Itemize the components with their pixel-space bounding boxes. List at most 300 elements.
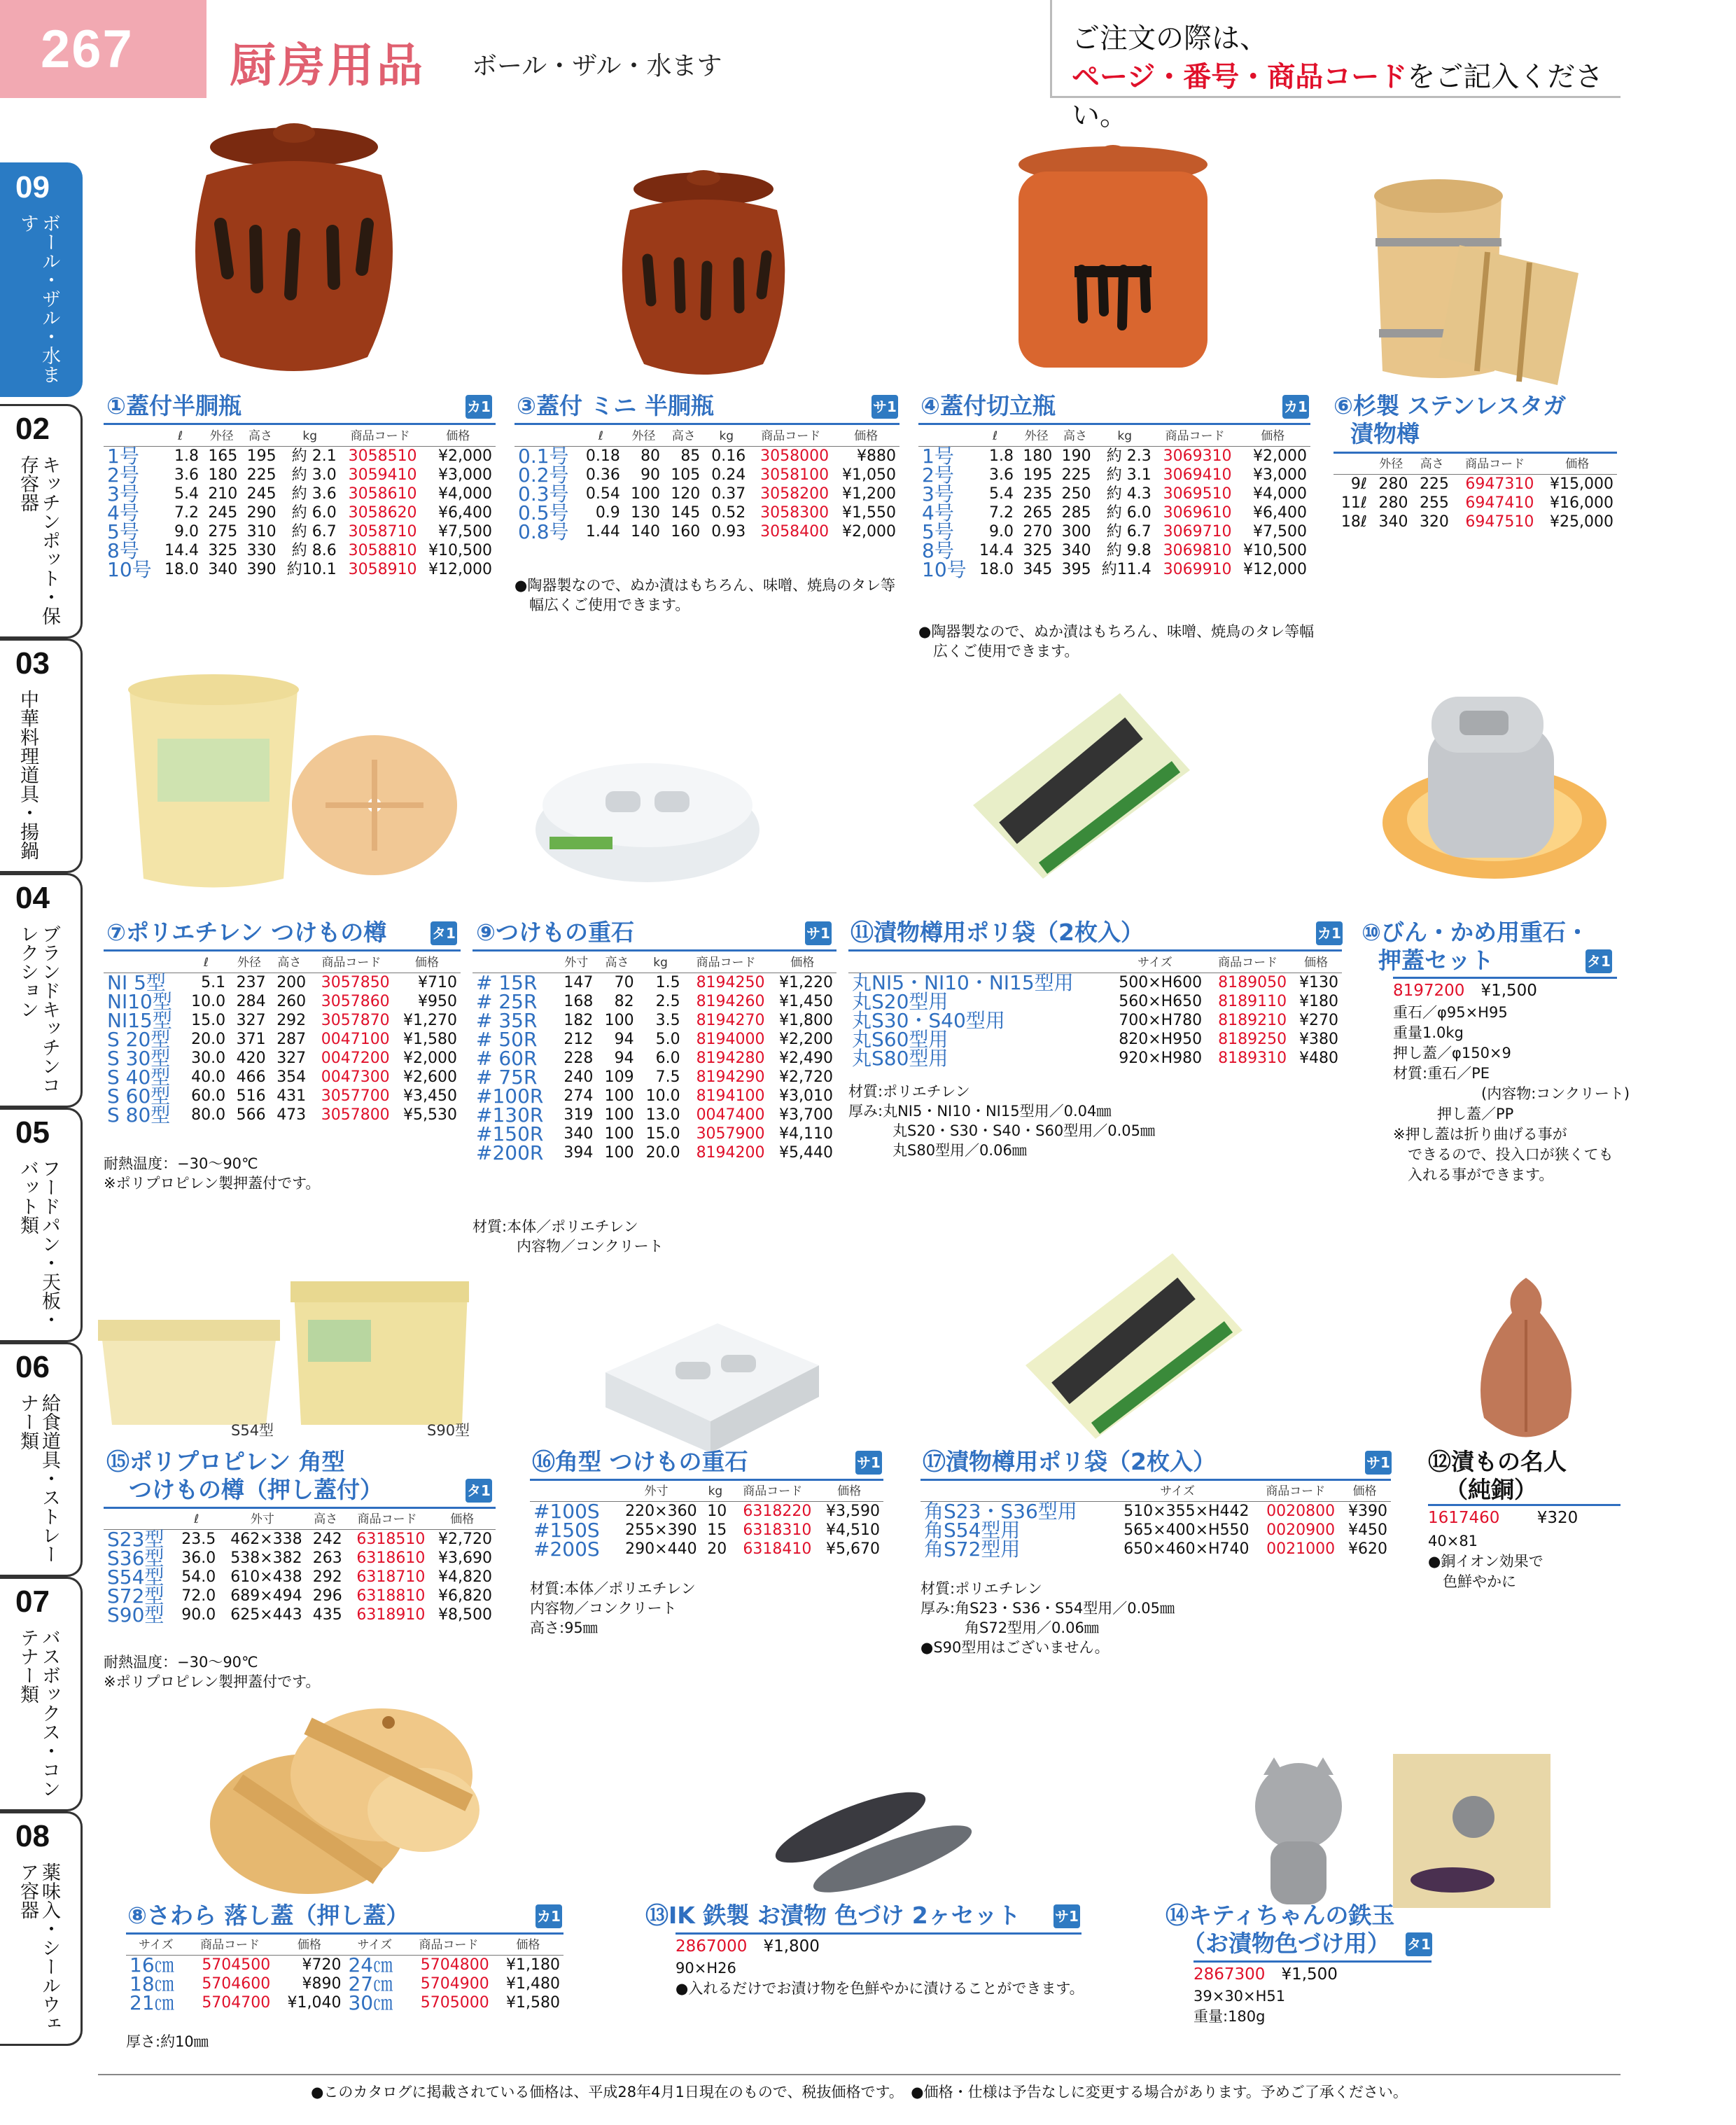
- product-12-code-price: [1428, 1507, 1578, 1529]
- product-12-title-line2: （純銅）: [1445, 1476, 1537, 1503]
- spec-cell: 242: [312, 1531, 342, 1548]
- spec-cell: 85: [680, 447, 701, 465]
- table-row: [126, 1974, 564, 1993]
- divider: [104, 1507, 496, 1509]
- table-row: [918, 466, 1310, 485]
- size-cell: #130R: [476, 1103, 544, 1127]
- spec-cell: 20: [707, 1540, 727, 1558]
- price-cell: ¥2,000: [842, 523, 896, 541]
- product-code-cell: 3069610: [1163, 504, 1232, 522]
- tab-06[interactable]: [0, 1342, 83, 1577]
- table-row: [104, 485, 496, 503]
- product-14-title-line1: ⑭キティちゃんの鉄玉: [1166, 1902, 1395, 1929]
- spec-cell: 255: [1419, 494, 1449, 512]
- tab-07[interactable]: [0, 1577, 83, 1811]
- spec-cell: 2.5: [655, 993, 680, 1010]
- price-cell: ¥2,600: [403, 1068, 457, 1086]
- footer-note: ●このカタログに掲載されている価格は、平成28年4月1日現在のもので、税抜価格です。 ●価格・仕様は予告なしに変更する場合があります。予めご了承ください。: [98, 2074, 1620, 2102]
- product-code-cell: 5704700: [202, 1994, 271, 2012]
- spec-cell: 200: [276, 974, 307, 991]
- table-row: [848, 1011, 1342, 1030]
- spec-cell: 195: [246, 447, 276, 465]
- table-row: [104, 1605, 496, 1624]
- spec-cell: 100: [604, 1012, 634, 1029]
- table-row: [104, 973, 461, 993]
- spec-cell: 700×H780: [1119, 1012, 1203, 1029]
- table-header: [104, 427, 158, 447]
- product-code: 2867000: [676, 1937, 748, 1956]
- tab-04[interactable]: [0, 873, 83, 1108]
- size-cell: 8号: [922, 539, 954, 562]
- size-cell: 丸S80型用: [852, 1047, 948, 1070]
- product-code-cell: 8189110: [1218, 993, 1287, 1010]
- spec-cell: 280: [1378, 475, 1408, 493]
- pickle-weight-square-image: [598, 1316, 822, 1456]
- spec-cell: 340: [564, 1125, 594, 1143]
- spec-cell: 390: [246, 561, 276, 578]
- size-cell: 角S72型用: [924, 1538, 1021, 1561]
- spec-cell: 10.0: [645, 1087, 680, 1105]
- spec-cell: 625×443: [230, 1606, 302, 1624]
- pp-square-barrel-image: [98, 1278, 469, 1439]
- table-header: 商品コード: [186, 1936, 274, 1956]
- size-cell: S23型: [107, 1528, 164, 1551]
- tab-08[interactable]: [0, 1811, 83, 2046]
- spec-cell: 275: [208, 523, 238, 541]
- product-12-title-line1: ⑫漬もの名人: [1428, 1448, 1567, 1475]
- spec-cell: 約 6.0: [291, 504, 337, 522]
- product-code-cell: 0047200: [321, 1050, 390, 1067]
- product-code-cell: 3057800: [321, 1106, 390, 1124]
- table-header: 商品コード: [749, 427, 832, 447]
- iron-eggplant-image: [766, 1761, 983, 1901]
- spec-cell: 70: [614, 974, 634, 991]
- product-code-cell: 0020800: [1266, 1503, 1336, 1520]
- product-code-cell: 3058200: [760, 485, 830, 503]
- tab-number: 05: [15, 1115, 50, 1150]
- spec-cell: 235: [1023, 485, 1053, 503]
- spec-cell: 6.0: [655, 1050, 680, 1067]
- table-header: 商品コード: [405, 1936, 493, 1956]
- product-16-title: ⑯角型 つけもの重石: [532, 1448, 748, 1475]
- spec-cell: 約 2.3: [1106, 447, 1152, 465]
- product-code: 1617460: [1428, 1509, 1500, 1527]
- product-code-cell: 5704600: [202, 1975, 271, 1993]
- table-header: 価格: [1338, 1482, 1391, 1502]
- spec-cell: 82: [614, 993, 634, 1010]
- product-8-note: 厚さ:約10㎜: [126, 2033, 209, 2050]
- product-code-cell: 0047100: [321, 1031, 390, 1048]
- size-cell: 0.1号: [518, 445, 569, 468]
- divider: [530, 1479, 883, 1481]
- spec-cell: 431: [276, 1087, 307, 1105]
- size-cell: 5号: [107, 520, 139, 543]
- spec-cell: 195: [1023, 466, 1053, 484]
- product-15-title-line2: つけもの樽（押し蓋付）: [129, 1476, 383, 1503]
- table-row: [920, 1502, 1391, 1521]
- spec-cell: 240: [564, 1068, 594, 1086]
- spec-cell: 290: [246, 504, 276, 522]
- spec-cell: 325: [208, 542, 238, 559]
- product-code-cell: 3059410: [348, 466, 417, 484]
- size-cell: 10号: [922, 558, 967, 581]
- table-header: kg: [701, 1482, 731, 1502]
- size-cell: 2号: [107, 464, 139, 487]
- product-8-table: [126, 1936, 564, 2012]
- product-code-cell: 3057860: [321, 993, 390, 1010]
- spec-cell: 7.2: [989, 504, 1014, 522]
- price-cell: ¥3,000: [1253, 466, 1307, 484]
- pickle-poly-bag-image: [966, 686, 1197, 882]
- divider: [848, 949, 1342, 952]
- product-code-cell: 8194260: [696, 993, 765, 1010]
- product-code-cell: 6318810: [356, 1587, 426, 1605]
- table-row: [104, 1049, 461, 1068]
- spec-cell: 371: [236, 1031, 266, 1048]
- spec-cell: 225: [1419, 475, 1449, 493]
- spec-cell: 80: [640, 447, 661, 465]
- spec-cell: 1.5: [655, 974, 680, 991]
- tab-09[interactable]: [0, 162, 83, 397]
- table-row: [530, 1502, 883, 1521]
- spec-cell: 0.93: [711, 523, 746, 541]
- spec-cell: 270: [1023, 523, 1053, 541]
- table-row: [1334, 475, 1617, 494]
- spec-cell: 420: [236, 1050, 266, 1067]
- spec-cell: 1.44: [585, 523, 620, 541]
- table-row: [1334, 494, 1617, 513]
- table-row: [472, 1124, 836, 1143]
- table-header: 価格: [1290, 954, 1342, 973]
- product-code-cell: 8189310: [1218, 1050, 1287, 1067]
- price-cell: ¥4,820: [438, 1568, 492, 1586]
- tab-03[interactable]: [0, 639, 83, 873]
- price-cell: ¥12,000: [1243, 561, 1307, 578]
- divider: [920, 1479, 1391, 1481]
- price-cell: ¥16,000: [1550, 494, 1614, 512]
- product-code-cell: 6947310: [1465, 475, 1534, 493]
- price-cell: ¥15,000: [1550, 475, 1614, 493]
- table-header: [1334, 455, 1371, 475]
- divider: [918, 423, 1310, 425]
- size-cell: # 25R: [476, 990, 538, 1013]
- table-row: [472, 1143, 836, 1162]
- spec-cell: 5.1: [201, 974, 226, 991]
- product-15-title: [106, 1448, 383, 1504]
- divider: [104, 423, 496, 425]
- order-note: [1050, 0, 1620, 132]
- spec-cell: 263: [312, 1549, 342, 1567]
- tab-number: 07: [15, 1584, 50, 1619]
- table-header: 価格: [393, 954, 461, 973]
- table-row: [472, 1106, 836, 1124]
- spec-cell: 354: [276, 1068, 307, 1086]
- size-cell: #100S: [533, 1500, 600, 1523]
- product-price: ¥1,500: [1480, 982, 1537, 1000]
- product-1-badge: カ1: [465, 395, 492, 419]
- half-jar-image: [178, 119, 410, 385]
- spec-cell: 147: [564, 974, 594, 991]
- table-header: 商品コード: [346, 1510, 429, 1530]
- table-header: 価格: [832, 427, 899, 447]
- product-16-note: 材質:本体／ポリエチレン 内容物／コンクリート 高さ:95㎜: [530, 1580, 696, 1636]
- spec-cell: 345: [1023, 561, 1053, 578]
- product-7-badge: タ1: [430, 921, 457, 945]
- product-1-table: [104, 427, 496, 579]
- spec-cell: 168: [564, 993, 594, 1010]
- spec-cell: 212: [564, 1031, 594, 1048]
- table-header: [848, 954, 1105, 973]
- spec-cell: 320: [1419, 513, 1449, 531]
- table-row: [918, 485, 1310, 503]
- divider: [1334, 452, 1617, 454]
- product-code-cell: 6318310: [743, 1521, 812, 1539]
- spec-cell: 395: [1061, 561, 1091, 578]
- size-cell: NI10型: [107, 990, 172, 1013]
- table-row: [126, 1993, 564, 2012]
- product-price: ¥320: [1536, 1509, 1578, 1527]
- spec-cell: 7.5: [655, 1068, 680, 1086]
- product-13-info: 90×H26 ●入れるだけでお漬け物を色鮮やかに漬けることができます。: [676, 1960, 1084, 1997]
- spec-cell: 237: [236, 974, 266, 991]
- price-cell: ¥4,000: [1253, 485, 1307, 503]
- tab-05[interactable]: [0, 1108, 83, 1342]
- spec-cell: 72.0: [181, 1587, 216, 1605]
- size-cell: 30㎝: [348, 1991, 393, 2014]
- price-cell: ¥7,500: [438, 523, 492, 541]
- jar-weight-set-image: [1372, 683, 1606, 893]
- order-note-line1: ご注文の際は、: [1072, 22, 1268, 55]
- price-cell: ¥6,400: [1253, 504, 1307, 522]
- product-14-code-price: [1194, 1964, 1338, 1986]
- spec-cell: 18.0: [979, 561, 1014, 578]
- spec-cell: 920×H980: [1119, 1050, 1203, 1067]
- table-header: 外径: [229, 954, 270, 973]
- table-row: [514, 522, 899, 541]
- spec-cell: 0.37: [711, 485, 746, 503]
- product-code-cell: 3058620: [348, 504, 417, 522]
- spec-cell: 284: [236, 993, 266, 1010]
- product-code-cell: 3058910: [348, 561, 417, 578]
- table-row: [104, 1068, 461, 1087]
- tab-label: 薬味入・シールウェア容器: [17, 1862, 60, 2033]
- price-cell: ¥12,000: [428, 561, 492, 578]
- spec-cell: 145: [671, 504, 701, 522]
- product-3-badge: サ1: [872, 395, 898, 419]
- product-12-info: 40×81 ●銅イオン効果で 色鮮やかに: [1428, 1533, 1544, 1590]
- spec-cell: 245: [208, 504, 238, 522]
- spec-cell: 265: [1023, 504, 1053, 522]
- product-code-cell: 5704800: [420, 1956, 489, 1974]
- spec-cell: 120: [671, 485, 701, 503]
- table-header: 外寸: [612, 1482, 700, 1502]
- spec-cell: 228: [564, 1050, 594, 1067]
- table-row: [104, 1030, 461, 1049]
- table-row: [514, 503, 899, 522]
- table-row: [514, 447, 899, 466]
- price-cell: ¥1,220: [779, 974, 833, 991]
- kitty-iron-ball-image: [1242, 1754, 1550, 1915]
- spec-cell: 10.0: [191, 993, 226, 1010]
- spec-cell: 約 8.6: [291, 542, 337, 559]
- spec-cell: 1.8: [174, 447, 200, 465]
- size-cell: 丸S20型用: [852, 990, 948, 1013]
- spec-cell: 10: [707, 1503, 727, 1520]
- tab-label: キッチンポット・保存容器: [17, 455, 60, 625]
- divider: [1393, 977, 1617, 979]
- table-header: 価格: [1537, 455, 1617, 475]
- size-cell: S 30型: [107, 1047, 171, 1070]
- table-header: 価格: [769, 954, 836, 973]
- product-code-cell: 3069410: [1163, 466, 1232, 484]
- spec-cell: 182: [564, 1012, 594, 1029]
- size-cell: S 20型: [107, 1028, 171, 1051]
- spec-cell: 約 3.6: [291, 485, 337, 503]
- table-row: [104, 1011, 461, 1030]
- product-code-cell: 5704500: [202, 1956, 271, 1974]
- product-16-badge: サ1: [855, 1451, 882, 1475]
- image-label-s54: S54型: [231, 1422, 274, 1439]
- table-header: 高さ: [270, 954, 310, 973]
- table-header: 高さ: [241, 427, 279, 447]
- order-note-highlight: ページ・番号・商品コード: [1072, 61, 1408, 93]
- table-row: [104, 1549, 496, 1568]
- table-row: [104, 522, 496, 541]
- spec-cell: 394: [564, 1144, 594, 1162]
- spec-cell: 245: [246, 485, 276, 503]
- size-cell: #100R: [476, 1085, 544, 1108]
- size-cell: 4号: [107, 501, 139, 524]
- product-code-cell: 3058510: [348, 447, 417, 465]
- table-row: [472, 973, 836, 993]
- product-10-title-line2: 押蓋セット: [1378, 947, 1494, 974]
- spec-cell: 18ℓ: [1340, 513, 1367, 531]
- price-cell: ¥480: [1299, 1050, 1338, 1067]
- table-row: [472, 992, 836, 1011]
- spec-cell: 約 9.8: [1106, 542, 1152, 559]
- product-code-cell: 6318710: [356, 1568, 426, 1586]
- price-cell: ¥180: [1299, 993, 1338, 1010]
- product-code-cell: 8189210: [1218, 1012, 1287, 1029]
- spec-cell: 0.36: [585, 466, 620, 484]
- size-cell: 16㎝: [130, 1953, 174, 1977]
- spec-cell: 約 2.1: [291, 447, 337, 465]
- size-cell: 10号: [107, 558, 152, 581]
- product-17-note: 材質:ポリエチレン 厚み:角S23・S36・S54型用／0.05㎜ 角S72型用／0.06㎜ ●S90型用はございません。: [920, 1580, 1175, 1656]
- spec-cell: 94: [614, 1050, 634, 1067]
- product-10-title-line1: ⑩びん・かめ用重石・: [1362, 919, 1589, 946]
- tab-label: ブランドキッチンコレクション: [17, 924, 60, 1094]
- table-header: kg: [280, 427, 340, 447]
- product-code-cell: 8189050: [1218, 974, 1287, 991]
- table-row: [104, 541, 496, 560]
- spec-cell: 80.0: [191, 1106, 226, 1124]
- spec-cell: 510×355×H442: [1124, 1503, 1250, 1520]
- table-row: [104, 1587, 496, 1605]
- spec-cell: 約 3.1: [1106, 466, 1152, 484]
- size-cell: S 60型: [107, 1085, 171, 1108]
- table-header: 価格: [493, 1936, 564, 1956]
- table-header: 外寸: [219, 1510, 305, 1530]
- product-code-cell: 3058300: [760, 504, 830, 522]
- table-row: [918, 447, 1310, 466]
- product-3-note: ●陶器製なので、ぬか漬はもちろん、味噌、焼鳥のタレ等 幅広くご使用できます。: [514, 577, 896, 613]
- spec-cell: 180: [208, 466, 238, 484]
- divider: [472, 949, 836, 952]
- table-row: [920, 1521, 1391, 1540]
- table-header: サイズ: [1102, 1482, 1253, 1502]
- spec-cell: 3.6: [174, 466, 200, 484]
- spec-cell: 340: [1061, 542, 1091, 559]
- product-7-note: 耐熱温度：−30〜90℃ ※ポリプロピレン製押蓋付です。: [104, 1155, 321, 1192]
- product-code-cell: 6318610: [356, 1549, 426, 1567]
- size-cell: 丸S30・S40型用: [852, 1009, 1005, 1032]
- sawara-drop-lid-image: [203, 1698, 483, 1901]
- product-code-cell: 3058610: [348, 485, 417, 503]
- product-code-cell: 6318220: [743, 1503, 812, 1520]
- tab-label: バスボックス・コンテナー類: [17, 1628, 60, 1798]
- size-cell: 丸S60型用: [852, 1028, 948, 1051]
- table-row: [918, 522, 1310, 541]
- product-code-cell: 8194250: [696, 974, 765, 991]
- table-row: [1334, 513, 1617, 531]
- product-10-info: 重石／φ95×H95 重量1.0kg 押し蓋／φ150×9 材質:重石／PE (内容物:コンクリート) 押し蓋／PP ※押し蓋は折り曲げる事が できるので、投入口が狭くても 入れる事ができます。: [1393, 1004, 1630, 1183]
- size-cell: 0.2号: [518, 464, 569, 487]
- product-code-cell: 8194200: [696, 1144, 765, 1162]
- spec-cell: 325: [1023, 542, 1053, 559]
- spec-cell: 250: [1061, 485, 1091, 503]
- product-16-table: [530, 1482, 883, 1559]
- spec-cell: 100: [604, 1144, 634, 1162]
- product-9-badge: サ1: [805, 921, 832, 945]
- product-15-note: 耐熱温度：−30〜90℃ ※ポリプロピレン製押蓋付です。: [104, 1654, 321, 1690]
- product-15-title-line1: ⑮ポリプロピレン 角型: [106, 1448, 345, 1475]
- product-13-code-price: [676, 1936, 820, 1958]
- spec-cell: 210: [208, 485, 238, 503]
- spec-cell: 340: [208, 561, 238, 578]
- tab-02[interactable]: [0, 404, 83, 639]
- table-header: [104, 954, 183, 973]
- product-11-badge: カ1: [1316, 921, 1343, 945]
- table-header: ℓ: [158, 427, 202, 447]
- price-cell: ¥7,500: [1253, 523, 1307, 541]
- price-cell: ¥8,500: [438, 1606, 492, 1624]
- category-subtitle: ボール・ザル・水ます: [472, 52, 722, 81]
- spec-cell: 18.0: [164, 561, 200, 578]
- product-4-note: ●陶器製なので、ぬか漬はもちろん、味噌、焼鳥のタレ等幅 広くご使用できます。: [918, 623, 1315, 660]
- price-cell: ¥1,200: [842, 485, 896, 503]
- table-header: 高さ: [664, 427, 704, 447]
- size-cell: # 15R: [476, 971, 538, 994]
- product-code-cell: 8194000: [696, 1031, 765, 1048]
- spec-cell: 11ℓ: [1340, 494, 1367, 512]
- product-code-cell: 5705000: [420, 1994, 489, 2012]
- tab-number: 03: [15, 646, 50, 681]
- divider: [676, 1932, 1082, 1935]
- product-code-cell: 3058400: [760, 523, 830, 541]
- spec-cell: 約10.1: [286, 561, 337, 578]
- spec-cell: 290×440: [625, 1540, 697, 1558]
- price-cell: ¥950: [418, 993, 457, 1010]
- table-header: 価格: [428, 1510, 496, 1530]
- divider: [514, 423, 899, 425]
- spec-cell: 0.52: [711, 504, 746, 522]
- price-cell: ¥620: [1348, 1540, 1387, 1558]
- tab-label: フードパン・天板・バット類: [17, 1159, 60, 1329]
- spec-cell: 約11.4: [1101, 561, 1152, 578]
- price-cell: ¥4,510: [826, 1521, 880, 1539]
- spec-cell: 292: [276, 1012, 307, 1029]
